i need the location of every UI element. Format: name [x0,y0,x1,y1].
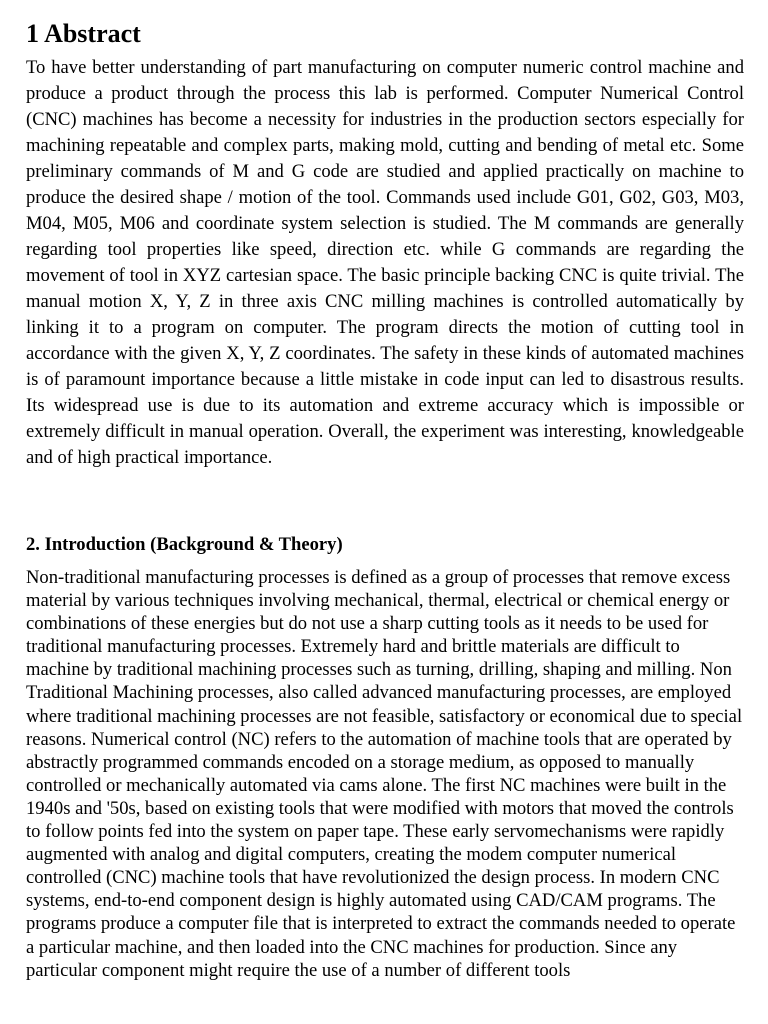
introduction-heading: 2. Introduction (Background & Theory) [26,534,343,555]
abstract-paragraph: To have better understanding of part manufacturing on computer numeric control machine and produce a product through the process this lab is performed. Computer Numerical Control (CNC) machines has become a necessity for industries in the production sectors especially for machining repeatable and complex parts, making mold, cutting and bending of metal etc. Some preliminary commands of M and G code are studied and applied practically on machine to produce the desired shape / motion of the tool. Commands used include G01, G02, G03, M03, M04, M05, M06 and coordinate system selection is studied. The M commands are generally regarding tool properties like speed, direction etc. while G commands are regarding the movement of tool in XYZ cartesian space. The basic principle backing CNC is quite trivial. The manual motion X, Y, Z in three axis CNC milling machines is controlled automatically by linking it to a program on computer. The program directs the motion of cutting tool in accordance with the given X, Y, Z coordinates. The safety in these kinds of automated machines is of paramount importance because a little mistake in code input can led to disastrous results. Its widespread use is due to its automation and extreme accuracy which is impossible or extremely difficult in manual operation. Overall, the experiment was interesting, knowledgeable and of high practical importance. [26,57,744,468]
introduction-paragraph: Non-traditional manufacturing processes is defined as a group of processes that remove excess material by various techniques involving mechanical, thermal, electrical or chemical energy or combinations of these energies but do not use a sharp cutting tools as it needs to be used for traditional manufacturing processes. Extremely hard and brittle materials are difficult to machine by traditional machining processes such as turning, drilling, shaping and milling. Non Traditional Machining processes, also called advanced manufacturing processes, are employed where traditional machining processes are not feasible, satisfactory or economical due to special reasons. Numerical control (NC) refers to the automation of machine tools that are operated by abstractly programmed commands encoded on a storage medium, as opposed to manually controlled or mechanically automated via cams alone. The first NC machines were built in the 1940s and '50s, based on existing tools that were modified with motors that moved the controls to follow points fed into the system on paper tape. These early servomechanisms were rapidly augmented with analog and digital computers, creating the modem computer numerical controlled (CNC) machine tools that have revolutionized the design process. In modern CNC systems, end-to-end component design is highly automated using CAD/CAM programs. The programs produce a computer file that is interpreted to extract the commands needed to operate a particular machine, and then loaded into the CNC machines for production. Since any particular component might require the use of a number of different tools [26,567,743,981]
abstract-heading: 1 Abstract [26,19,141,48]
document-page [26,18,744,982]
